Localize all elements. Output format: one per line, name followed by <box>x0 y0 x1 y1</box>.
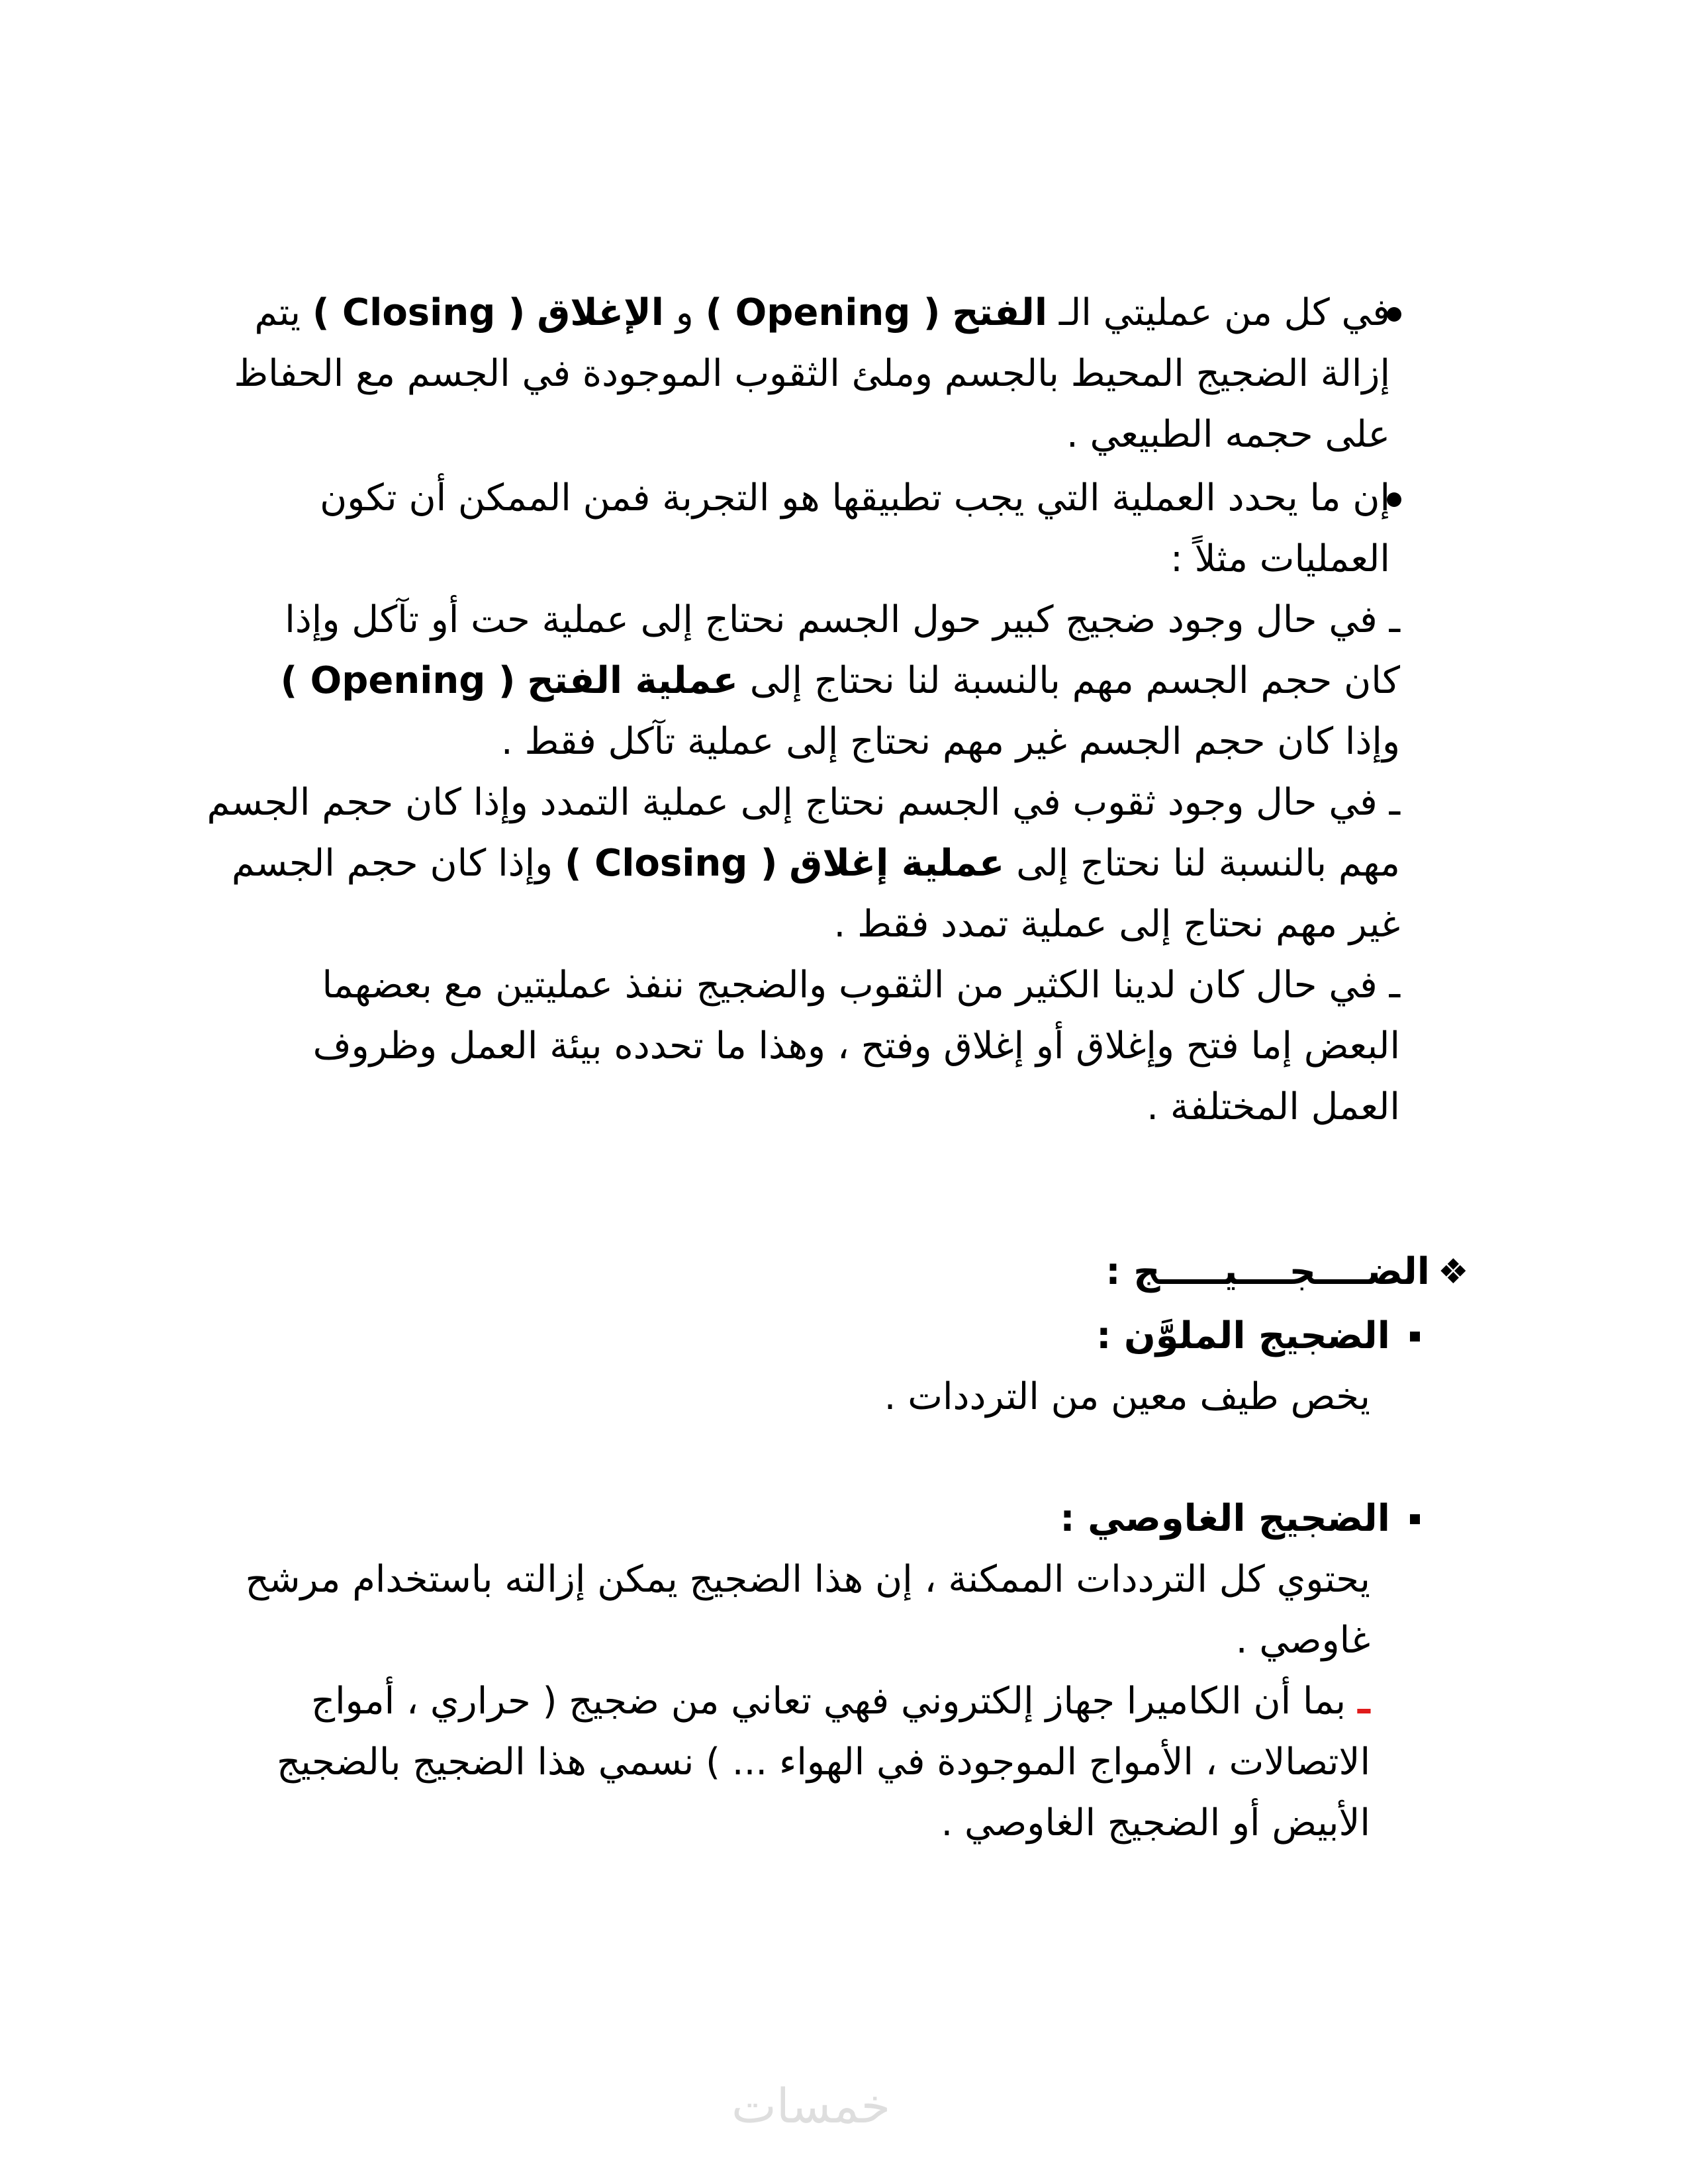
square-bullet-icon <box>1410 1514 1420 1524</box>
bullet1-line2: إزالة الضجيج المحيط بالجسم وملئ الثقوب الموجودة في الجسم مع الحفاظ <box>234 352 1390 395</box>
colored-noise-title: الضجيج الملوَّن : <box>1096 1314 1390 1357</box>
case1-line2: كان حجم الجسم مهم بالنسبة لنا نحتاج إلى عملية الفتح ( Opening ) <box>280 659 1400 702</box>
watermark-logo: خمسات <box>731 2078 891 2134</box>
bullet1-line1: في كل من عمليتي الـ الفتح ( Opening ) و الإغلاق ( Closing ) يتم <box>254 291 1390 334</box>
diamond-bullet-icon: ❖ <box>1438 1252 1469 1292</box>
gaussian-noise-title: الضجيج الغاوصي : <box>1060 1497 1390 1540</box>
case3-line3: العمل المختلفة . <box>1147 1085 1400 1128</box>
case2-line1: ـ في حال وجود ثقوب في الجسم نحتاج إلى عملية التمدد وإذا كان حجم الجسم <box>207 781 1400 824</box>
case1-line3: وإذا كان حجم الجسم غير مهم نحتاج إلى عملية تآكل فقط . <box>500 720 1400 763</box>
gaussian-note-line1: ـ بما أن الكاميرا جهاز إلكتروني فهي تعاني من ضجيج ( حراري ، أمواج <box>310 1680 1370 1723</box>
square-bullet-icon <box>1410 1332 1420 1342</box>
case2-line3: غير مهم نحتاج إلى عملية تمدد فقط . <box>833 903 1400 946</box>
bullet2-line2: العمليات مثلاً : <box>1170 537 1390 580</box>
gaussian-line2: غاوصي . <box>1235 1619 1370 1662</box>
case3-line1: ـ في حال كان لدينا الكثير من الثقوب والضجيج ننفذ عمليتين مع بعضهما <box>322 964 1400 1007</box>
case1-line1: ـ في حال وجود ضجيج كبير حول الجسم نحتاج إلى عملية حت أو تآكل وإذا <box>285 598 1400 641</box>
case3-line2: البعض إما فتح وإغلاق أو إغلاق وفتح ، وهذا ما تحدده بيئة العمل وظروف <box>312 1024 1400 1068</box>
red-dash: ـ <box>1357 1680 1370 1723</box>
gaussian-note-line2: الاتصالات ، الأمواج الموجودة في الهواء ... ) نسمي هذا الضجيج بالضجيج <box>277 1741 1370 1784</box>
bullet1-line3: على حجمه الطبيعي . <box>1066 413 1390 456</box>
gaussian-note-line3: الأبيض أو الضجيج الغاوصي . <box>941 1801 1370 1844</box>
colored-noise-desc: يخص طيف معين من الترددات . <box>884 1375 1370 1418</box>
section-heading: الضــــجــــيـــــج : <box>1105 1250 1430 1293</box>
gaussian-line1: يحتوي كل الترددات الممكنة ، إن هذا الضجيج يمكن إزالته باستخدام مرشح <box>245 1558 1370 1601</box>
bullet2-line1: إن ما يحدد العملية التي يجب تطبيقها هو التجربة فمن الممكن أن تكون <box>320 477 1390 520</box>
case2-line2: مهم بالنسبة لنا نحتاج إلى عملية إغلاق ( Closing ) وإذا كان حجم الجسم <box>231 842 1400 885</box>
